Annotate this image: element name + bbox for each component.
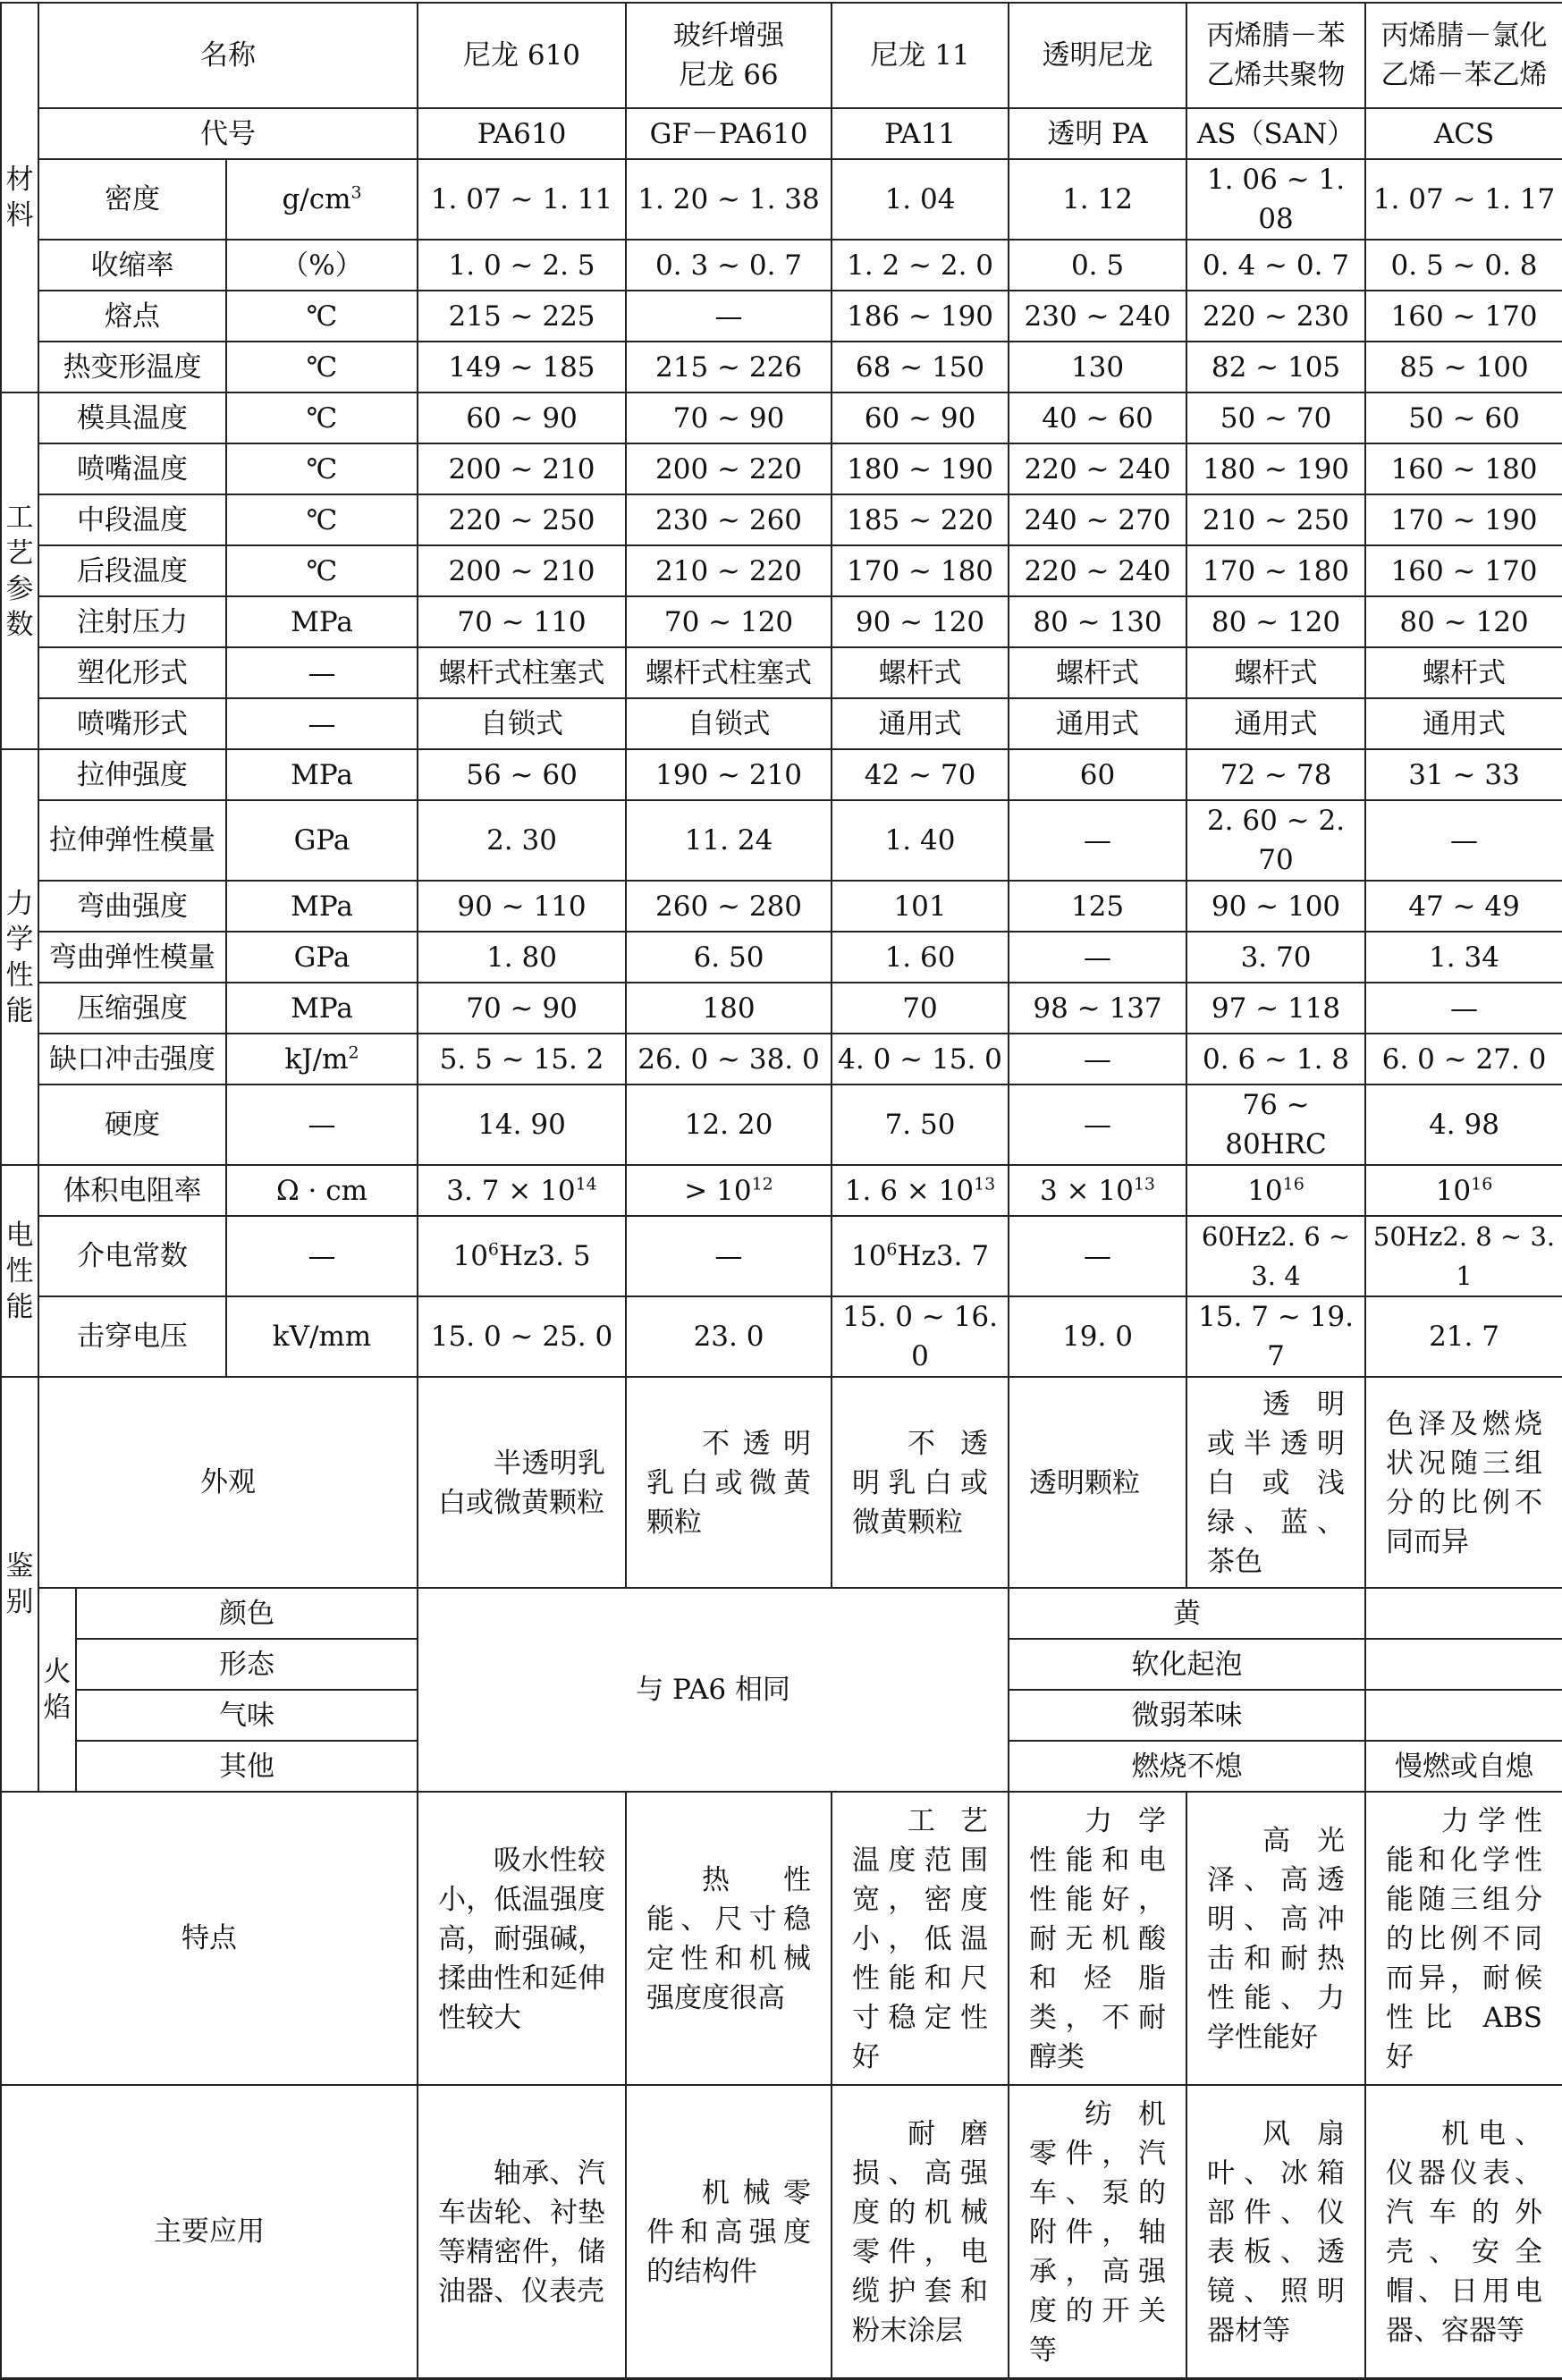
prop-label: 热变形温度 — [38, 342, 226, 392]
prop-label: 缺口冲击强度 — [38, 1034, 226, 1085]
value-cell: 1. 12 — [1009, 159, 1186, 240]
value-cell: 56 ~ 60 — [418, 749, 626, 800]
feature-cell: 吸水性较小，低温强度高，耐强碱，揉曲性和延伸性较大 — [418, 1792, 626, 2085]
value-cell: 72 ~ 78 — [1186, 749, 1365, 800]
value-cell: 130 — [1009, 342, 1186, 392]
table-row — [1, 1085, 1562, 1165]
applications-row — [1, 2085, 1562, 2379]
prop-label: 介电常数 — [38, 1216, 226, 1296]
application-cell: 风扇叶、冰箱部件、仪表板、透镜、照明器材等 — [1186, 2085, 1365, 2379]
unit-cell: MPa — [226, 749, 418, 800]
table-row — [1, 932, 1562, 983]
value-cell: 0. 6 ~ 1. 8 — [1186, 1034, 1365, 1085]
appearance-cell: 色泽及燃烧状况随三组分的比例不同而异 — [1365, 1377, 1562, 1588]
value-cell: $10^6Hz3$. 5 — [418, 1216, 626, 1296]
prop-label: 拉伸强度 — [38, 749, 226, 800]
value-cell: $10^6Hz3$. 7 — [832, 1216, 1009, 1296]
value-cell: 170 ~ 180 — [832, 545, 1009, 596]
table-row — [1, 698, 1562, 749]
feature-cell: 力学性能和化学性能随三组分的比例不同而异，耐候性比 ABS 好 — [1365, 1792, 1562, 2085]
value-cell: $10^{16}$ — [1365, 1165, 1562, 1216]
value-cell: 42 ~ 70 — [832, 749, 1009, 800]
value-cell: 70 ~ 90 — [626, 392, 832, 443]
value-cell: 210 ~ 220 — [626, 545, 832, 596]
table-row — [1, 291, 1562, 342]
application-cell: 耐磨损、高强度的机械零件，电缆护套和粉末涂层 — [832, 2085, 1009, 2379]
value-cell: 1. 34 — [1365, 932, 1562, 983]
value-cell: 68 ~ 150 — [832, 342, 1009, 392]
value-cell: 60 ~ 90 — [418, 392, 626, 443]
value-cell: 19. 0 — [1009, 1296, 1186, 1377]
value-cell: 215 ~ 225 — [418, 291, 626, 342]
value-cell: 125 — [1009, 881, 1186, 932]
code-cell: GF－PA610 — [626, 108, 832, 159]
flame-label: 气味 — [76, 1690, 418, 1741]
value-cell: 40 ~ 60 — [1009, 392, 1186, 443]
value-cell: 6. 50 — [626, 932, 832, 983]
code-cell: ACS — [1365, 108, 1562, 159]
prop-label: 喷嘴温度 — [38, 443, 226, 494]
value-cell: > $10^{12}$ — [626, 1165, 832, 1216]
prop-label: 注射压力 — [38, 596, 226, 647]
unit-cell: ℃ — [226, 291, 418, 342]
unit-cell: — — [226, 1085, 418, 1165]
unit-cell: kV/mm — [226, 1296, 418, 1377]
value-cell: 190 ~ 210 — [626, 749, 832, 800]
table-row — [1, 596, 1562, 647]
value-cell: 220 ~ 240 — [1009, 545, 1186, 596]
group-process: 工艺参数 — [1, 392, 38, 749]
group-mechanical: 力学性能 — [1, 749, 38, 1165]
value-cell: 0. 5 ~ 0. 8 — [1365, 240, 1562, 291]
value-cell: 230 ~ 260 — [626, 494, 832, 545]
table-row — [1, 240, 1562, 291]
code-cell: AS（SAN） — [1186, 108, 1365, 159]
col-name-gf: 玻纤增强 尼龙 66 — [626, 3, 832, 108]
value-cell: — — [626, 291, 832, 342]
value-cell: 23. 0 — [626, 1296, 832, 1377]
code-cell: 透明 PA — [1009, 108, 1186, 159]
value-cell: 160 ~ 170 — [1365, 291, 1562, 342]
unit-cell: $kJ/m^2$ — [226, 1034, 418, 1085]
table-row — [1, 983, 1562, 1034]
application-cell: 纺机零件，汽车、泵的附件，轴承，高强度的开关等 — [1009, 2085, 1186, 2379]
value-cell: 220 ~ 240 — [1009, 443, 1186, 494]
value-cell: 47 ~ 49 — [1365, 881, 1562, 932]
appearance-cell: 不透明乳白或微黄颗粒 — [626, 1377, 832, 1588]
header-name-row — [1, 3, 1562, 108]
value-cell: 15. 0 ~ 25. 0 — [418, 1296, 626, 1377]
flame-label: 形态 — [76, 1639, 418, 1690]
value-cell: 自锁式 — [418, 698, 626, 749]
value-cell: 230 ~ 240 — [1009, 291, 1186, 342]
value-cell: 通用式 — [1365, 698, 1562, 749]
value-cell: 螺杆式 — [832, 647, 1009, 698]
value-cell: 185 ~ 220 — [832, 494, 1009, 545]
value-cell: 3. $7 \times 10^{14}$ — [418, 1165, 626, 1216]
code-label: 代号 — [38, 108, 418, 159]
value-cell: 70 ~ 120 — [626, 596, 832, 647]
value-cell: 螺杆式 — [1009, 647, 1186, 698]
value-cell: 50 ~ 70 — [1186, 392, 1365, 443]
flame-value — [1365, 1588, 1562, 1639]
value-cell: 螺杆式 — [1365, 647, 1562, 698]
prop-label: 压缩强度 — [38, 983, 226, 1034]
properties-table — [0, 2, 1562, 2380]
value-cell: 180 ~ 190 — [1186, 443, 1365, 494]
flame-value — [1365, 1690, 1562, 1741]
value-cell: — — [626, 1216, 832, 1296]
value-cell: 149 ~ 185 — [418, 342, 626, 392]
value-cell: 1. 06 ~ 1. 08 — [1186, 159, 1365, 240]
table-row — [1, 1216, 1562, 1296]
unit-cell: $g/cm^3$ — [226, 159, 418, 240]
value-cell: 2. 60 ~ 2. 70 — [1186, 800, 1365, 881]
value-cell: 160 ~ 170 — [1365, 545, 1562, 596]
value-cell: 98 ~ 137 — [1009, 983, 1186, 1034]
value-cell: 1. 80 — [418, 932, 626, 983]
value-cell: 200 ~ 210 — [418, 545, 626, 596]
unit-cell: ℃ — [226, 443, 418, 494]
value-cell: 21. 7 — [1365, 1296, 1562, 1377]
value-cell: 60Hz2. 6 ~ 3. 4 — [1186, 1216, 1365, 1296]
value-cell: 螺杆式柱塞式 — [418, 647, 626, 698]
value-cell: 1. 07 ~ 1. 17 — [1365, 159, 1562, 240]
value-cell: 14. 90 — [418, 1085, 626, 1165]
value-cell: 180 — [626, 983, 832, 1034]
application-cell: 轴承、汽车齿轮、衬垫等精密件，储油器、仪表壳 — [418, 2085, 626, 2379]
value-cell: 15. 7 ~ 19. 7 — [1186, 1296, 1365, 1377]
prop-label: 硬度 — [38, 1085, 226, 1165]
value-cell: 3. 70 — [1186, 932, 1365, 983]
flame-label: 颜色 — [76, 1588, 418, 1639]
flame-row — [1, 1588, 1562, 1639]
value-cell: 90 ~ 120 — [832, 596, 1009, 647]
flame-value: 黄 — [1009, 1588, 1365, 1639]
appearance-cell: 不透明乳白或微黄颗粒 — [832, 1377, 1009, 1588]
application-cell: 机电、仪器仪表、汽车的外壳、安全帽、日用电器、容器等 — [1365, 2085, 1562, 2379]
value-cell: 260 ~ 280 — [626, 881, 832, 932]
group-electrical: 电性能 — [1, 1165, 38, 1377]
prop-label: 塑化形式 — [38, 647, 226, 698]
value-cell: 11. 24 — [626, 800, 832, 881]
value-cell: 5. 5 ~ 15. 2 — [418, 1034, 626, 1085]
group-material: 材料 — [1, 3, 38, 392]
col-name-transparent: 透明尼龙 — [1009, 3, 1186, 108]
value-cell: 1. 07 ~ 1. 11 — [418, 159, 626, 240]
value-cell: $10^{16}$ — [1186, 1165, 1365, 1216]
value-cell: 70 — [832, 983, 1009, 1034]
prop-label: 弯曲强度 — [38, 881, 226, 932]
table-row — [1, 545, 1562, 596]
value-cell: 0. 4 ~ 0. 7 — [1186, 240, 1365, 291]
prop-label: 模具温度 — [38, 392, 226, 443]
table-row — [1, 881, 1562, 932]
unit-cell: ℃ — [226, 392, 418, 443]
appearance-cell: 透明颗粒 — [1009, 1377, 1186, 1588]
value-cell: 1. 04 — [832, 159, 1009, 240]
unit-cell: MPa — [226, 983, 418, 1034]
unit-cell: ℃ — [226, 342, 418, 392]
value-cell: 4. 98 — [1365, 1085, 1562, 1165]
value-cell: 通用式 — [1009, 698, 1186, 749]
value-cell: 2. 30 — [418, 800, 626, 881]
prop-label: 弯曲弹性模量 — [38, 932, 226, 983]
value-cell: — — [1009, 932, 1186, 983]
same-as-pa6: 与 PA6 相同 — [418, 1588, 1009, 1792]
value-cell: 0. 3 ~ 0. 7 — [626, 240, 832, 291]
feature-cell: 力学性能和电性能好，耐无机酸和烃脂类，不耐醇类 — [1009, 1792, 1186, 2085]
value-cell: — — [1009, 1085, 1186, 1165]
value-cell: 4. 0 ~ 15. 0 — [832, 1034, 1009, 1085]
table-row — [1, 392, 1562, 443]
value-cell: 15. 0 ~ 16. 0 — [832, 1296, 1009, 1377]
unit-cell: MPa — [226, 596, 418, 647]
value-cell: $3 \times 10^{13}$ — [1009, 1165, 1186, 1216]
value-cell: 1. 40 — [832, 800, 1009, 881]
prop-label: 后段温度 — [38, 545, 226, 596]
table-row — [1, 647, 1562, 698]
code-row — [1, 108, 1562, 159]
value-cell: — — [1009, 1034, 1186, 1085]
unit-cell: （%） — [226, 240, 418, 291]
unit-cell: Ω · cm — [226, 1165, 418, 1216]
prop-label: 中段温度 — [38, 494, 226, 545]
col-name-pa610: 尼龙 610 — [418, 3, 626, 108]
unit-cell: — — [226, 647, 418, 698]
value-cell: 180 ~ 190 — [832, 443, 1009, 494]
name-label: 名称 — [38, 3, 418, 108]
table-row — [1, 1296, 1562, 1377]
value-cell: 1. $6 \times 10^{13}$ — [832, 1165, 1009, 1216]
value-cell: 76 ~ 80HRC — [1186, 1085, 1365, 1165]
value-cell: 200 ~ 210 — [418, 443, 626, 494]
value-cell: 80 ~ 120 — [1186, 596, 1365, 647]
value-cell: 通用式 — [1186, 698, 1365, 749]
value-cell: 80 ~ 120 — [1365, 596, 1562, 647]
table-row — [1, 1165, 1562, 1216]
value-cell: 1. 20 ~ 1. 38 — [626, 159, 832, 240]
prop-label: 熔点 — [38, 291, 226, 342]
appearance-cell: 透明或半透明白或浅绿、蓝、茶色 — [1186, 1377, 1365, 1588]
value-cell: 101 — [832, 881, 1009, 932]
value-cell: 186 ~ 190 — [832, 291, 1009, 342]
flame-value: 燃烧不熄 — [1009, 1741, 1365, 1792]
unit-cell: GPa — [226, 800, 418, 881]
value-cell: 0. 5 — [1009, 240, 1186, 291]
flame-value: 微弱苯味 — [1009, 1690, 1365, 1741]
feature-cell: 热性能、尺寸稳定性和机械强度度很高 — [626, 1792, 832, 2085]
value-cell: 1. 60 — [832, 932, 1009, 983]
value-cell: 240 ~ 270 — [1009, 494, 1186, 545]
flame-label: 其他 — [76, 1741, 418, 1792]
value-cell: — — [1365, 983, 1562, 1034]
value-cell: 6. 0 ~ 27. 0 — [1365, 1034, 1562, 1085]
prop-label: 密度 — [38, 159, 226, 240]
value-cell: 80 ~ 130 — [1009, 596, 1186, 647]
value-cell: 60 — [1009, 749, 1186, 800]
table-row — [1, 494, 1562, 545]
prop-label: 收缩率 — [38, 240, 226, 291]
value-cell: 210 ~ 250 — [1186, 494, 1365, 545]
value-cell: — — [1009, 1216, 1186, 1296]
features-label: 特点 — [1, 1792, 418, 2085]
value-cell: 70 ~ 110 — [418, 596, 626, 647]
value-cell: 螺杆式 — [1186, 647, 1365, 698]
col-name-pa11: 尼龙 11 — [832, 3, 1009, 108]
unit-cell: — — [226, 698, 418, 749]
unit-cell: ℃ — [226, 494, 418, 545]
value-cell: 200 ~ 220 — [626, 443, 832, 494]
col-name-as: 丙烯腈－苯 乙烯共聚物 — [1186, 3, 1365, 108]
value-cell: 220 ~ 250 — [418, 494, 626, 545]
value-cell: 1. 0 ~ 2. 5 — [418, 240, 626, 291]
features-row — [1, 1792, 1562, 2085]
value-cell: 60 ~ 90 — [832, 392, 1009, 443]
value-cell: 85 ~ 100 — [1365, 342, 1562, 392]
value-cell: 170 ~ 180 — [1186, 545, 1365, 596]
feature-cell: 高光泽、高透明、高冲击和耐热性能、力学性能好 — [1186, 1792, 1365, 2085]
flame-value: 慢燃或自熄 — [1365, 1741, 1562, 1792]
table-row — [1, 342, 1562, 392]
flame-value: 软化起泡 — [1009, 1639, 1365, 1690]
table-row — [1, 443, 1562, 494]
value-cell: 50Hz2. 8 ~ 3. 1 — [1365, 1216, 1562, 1296]
unit-cell: GPa — [226, 932, 418, 983]
code-cell: PA610 — [418, 108, 626, 159]
table-row — [1, 800, 1562, 881]
feature-cell: 工艺温度范围宽，密度小，低温性能和尺寸稳定性好 — [832, 1792, 1009, 2085]
value-cell: 220 ~ 230 — [1186, 291, 1365, 342]
unit-cell: — — [226, 1216, 418, 1296]
appearance-row — [1, 1377, 1562, 1588]
value-cell: — — [1009, 800, 1186, 881]
table-row — [1, 159, 1562, 240]
group-identify: 鉴别 — [1, 1377, 38, 1792]
value-cell: 通用式 — [832, 698, 1009, 749]
prop-label: 体积电阻率 — [38, 1165, 226, 1216]
value-cell: 90 ~ 110 — [418, 881, 626, 932]
value-cell: 70 ~ 90 — [418, 983, 626, 1034]
unit-cell: MPa — [226, 881, 418, 932]
flame-value — [1365, 1639, 1562, 1690]
col-name-acs: 丙烯腈－氯化 乙烯－苯乙烯 — [1365, 3, 1562, 108]
code-cell: PA11 — [832, 108, 1009, 159]
applications-label: 主要应用 — [1, 2085, 418, 2379]
prop-label: 击穿电压 — [38, 1296, 226, 1377]
group-flame: 火焰 — [38, 1588, 76, 1792]
value-cell: 90 ~ 100 — [1186, 881, 1365, 932]
prop-label: 拉伸弹性模量 — [38, 800, 226, 881]
appearance-label: 外观 — [38, 1377, 418, 1588]
value-cell: 26. 0 ~ 38. 0 — [626, 1034, 832, 1085]
value-cell: — — [1365, 800, 1562, 881]
value-cell: 160 ~ 180 — [1365, 443, 1562, 494]
appearance-cell: 半透明乳白或微黄颗粒 — [418, 1377, 626, 1588]
table-row — [1, 1034, 1562, 1085]
value-cell: 1. 2 ~ 2. 0 — [832, 240, 1009, 291]
value-cell: 97 ~ 118 — [1186, 983, 1365, 1034]
unit-cell: ℃ — [226, 545, 418, 596]
value-cell: 自锁式 — [626, 698, 832, 749]
value-cell: 31 ~ 33 — [1365, 749, 1562, 800]
value-cell: 170 ~ 190 — [1365, 494, 1562, 545]
table-row — [1, 749, 1562, 800]
value-cell: 82 ~ 105 — [1186, 342, 1365, 392]
value-cell: 螺杆式柱塞式 — [626, 647, 832, 698]
prop-label: 喷嘴形式 — [38, 698, 226, 749]
value-cell: 215 ~ 226 — [626, 342, 832, 392]
value-cell: 50 ~ 60 — [1365, 392, 1562, 443]
value-cell: 7. 50 — [832, 1085, 1009, 1165]
application-cell: 机械零件和高强度的结构件 — [626, 2085, 832, 2379]
value-cell: 12. 20 — [626, 1085, 832, 1165]
